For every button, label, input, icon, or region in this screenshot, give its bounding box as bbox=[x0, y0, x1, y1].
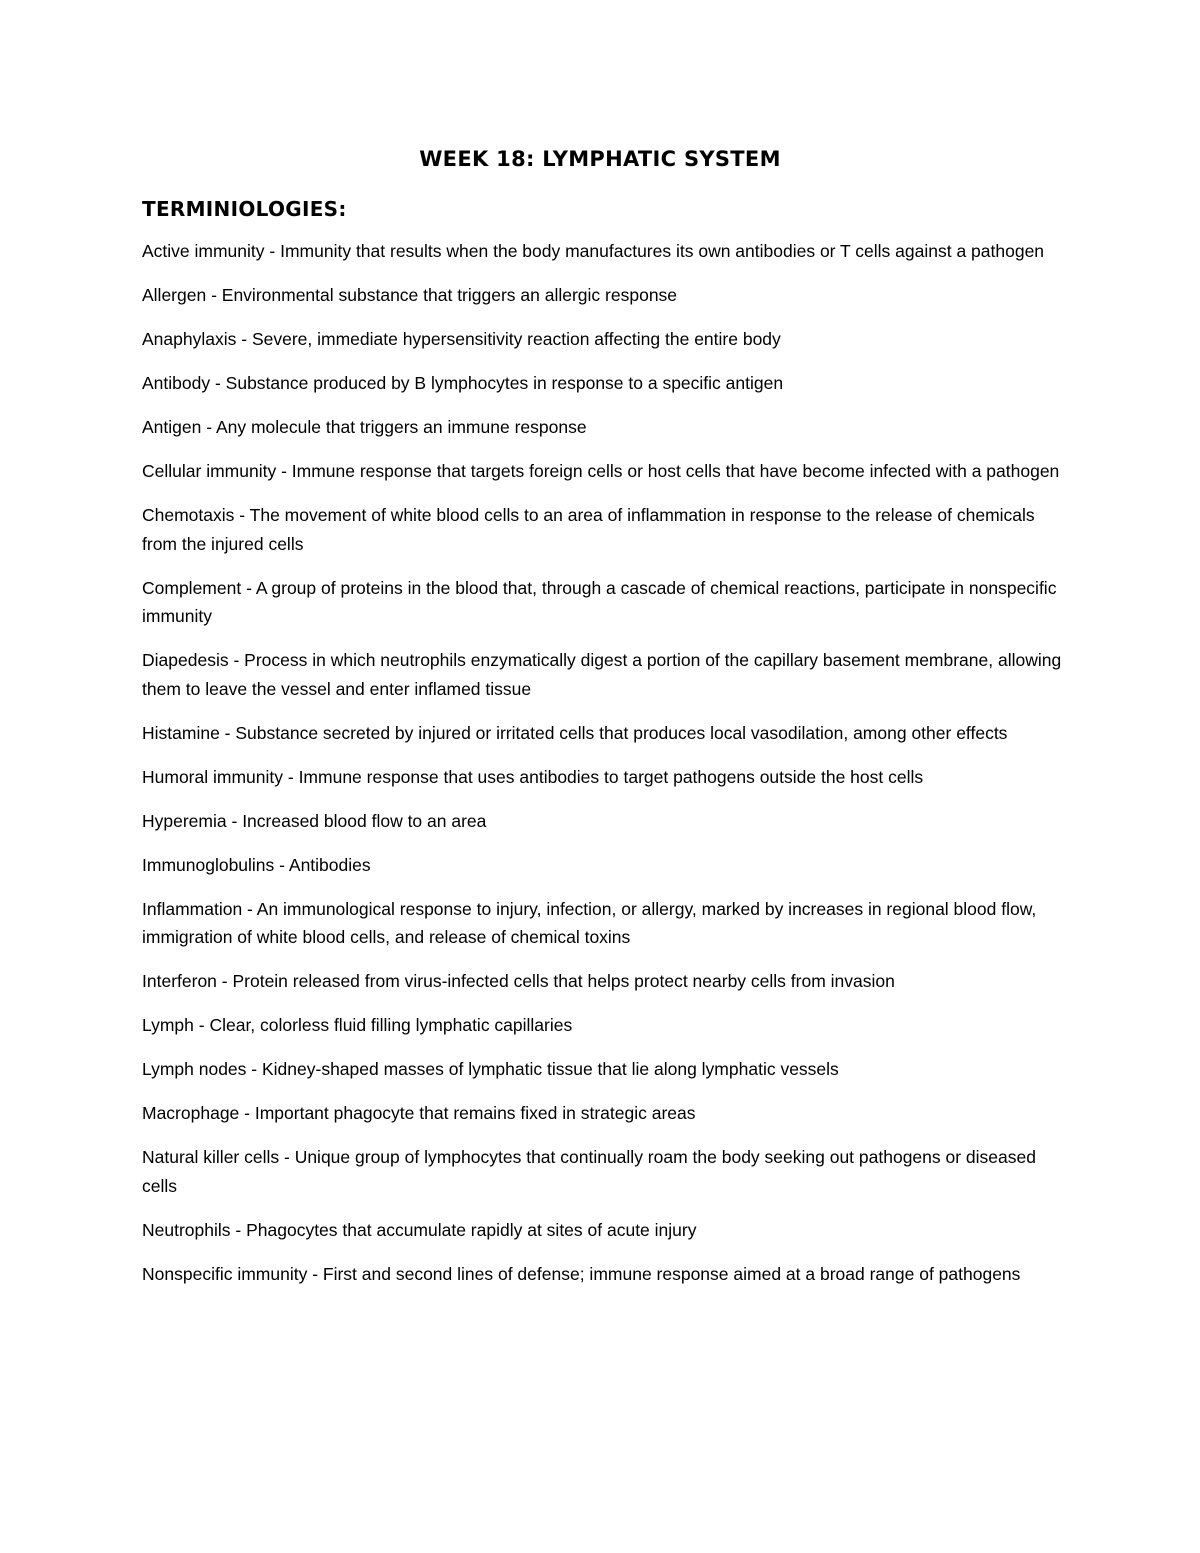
term-name: Chemotaxis bbox=[142, 505, 235, 525]
term-name: Immunoglobulins bbox=[142, 854, 275, 875]
term-separator: - bbox=[216, 971, 233, 991]
term-separator: - bbox=[279, 1147, 295, 1167]
term-entry bbox=[142, 1099, 1067, 1128]
term-separator: - bbox=[201, 417, 216, 437]
term-separator: - bbox=[307, 1263, 323, 1284]
term-separator: - bbox=[210, 373, 226, 393]
term-entry bbox=[142, 1216, 1067, 1245]
term-definition: Kidney-shaped masses of lymphatic tissue that lie along lymphatic vessels bbox=[261, 1059, 839, 1079]
term-entry bbox=[142, 457, 1067, 486]
term-separator: - bbox=[241, 577, 256, 598]
term-name: Hyperemia bbox=[142, 810, 227, 831]
term-definition: Increased blood flow to an area bbox=[242, 810, 487, 831]
term-name: Antigen bbox=[142, 417, 202, 437]
term-separator: - bbox=[226, 810, 243, 831]
page-title: WEEK 18: LYMPHATIC SYSTEM bbox=[419, 147, 781, 171]
term-name: Allergen bbox=[142, 285, 207, 305]
term-definition: Severe, immediate hypersensitivity reaction affecting the entire body bbox=[251, 329, 781, 349]
term-entry bbox=[142, 369, 1067, 398]
term-separator: - bbox=[236, 329, 252, 349]
term-definition: Environmental substance that triggers an allergic response bbox=[221, 285, 678, 305]
term-entry bbox=[142, 325, 1067, 354]
term-name: Anaphylaxis bbox=[142, 329, 237, 349]
term-list bbox=[142, 237, 1067, 1304]
term-name: Macrophage bbox=[142, 1103, 240, 1123]
term-separator: - bbox=[193, 1015, 210, 1035]
term-separator: - bbox=[219, 722, 236, 743]
term-name: Natural killer cells bbox=[142, 1147, 280, 1167]
term-entry bbox=[142, 1055, 1067, 1084]
term-entry bbox=[142, 501, 1067, 558]
term-separator: - bbox=[264, 241, 281, 261]
term-entry bbox=[142, 967, 1067, 996]
term-separator: - bbox=[234, 505, 250, 525]
term-definition: Immune response that targets foreign cells or host cells that have become infected with a pathogen bbox=[291, 461, 1060, 481]
term-definition: First and second lines of defense; immune response aimed at a broad range of pathogens bbox=[322, 1263, 1021, 1284]
term-name: Cellular immunity bbox=[142, 461, 277, 481]
term-definition: The movement of white blood cells to an area of inflammation in response to the release of chemicals from the injured cells bbox=[142, 505, 1035, 554]
term-entry bbox=[142, 807, 1067, 836]
term-definition: Substance produced by B lymphocytes in response to a specific antigen bbox=[225, 373, 784, 393]
term-separator: - bbox=[242, 898, 257, 919]
term-definition: Antibodies bbox=[288, 854, 371, 875]
term-definition: A group of proteins in the blood that, through a cascade of chemical reactions, participate in nonspecific immunity bbox=[142, 577, 1057, 626]
term-separator: - bbox=[246, 1059, 262, 1079]
term-definition: Any molecule that triggers an immune response bbox=[215, 417, 587, 437]
term-entry bbox=[142, 1011, 1067, 1040]
term-separator: - bbox=[239, 1103, 255, 1123]
term-separator: - bbox=[276, 461, 292, 481]
term-entry bbox=[142, 574, 1067, 631]
term-name: Lymph bbox=[142, 1015, 194, 1035]
term-definition: Immune response that uses antibodies to target pathogens outside the host cells bbox=[298, 766, 924, 787]
term-name: Complement bbox=[142, 577, 242, 598]
term-definition: Process in which neutrophils enzymatically digest a portion of the capillary basement membrane, allowing them to leave the vessel and enter inflamed tissue bbox=[142, 650, 1062, 699]
term-separator: - bbox=[228, 650, 245, 670]
term-entry bbox=[142, 237, 1067, 266]
term-name: Diapedesis bbox=[142, 650, 229, 670]
term-entry bbox=[142, 719, 1067, 748]
section-heading: TERMINIOLOGIES: bbox=[142, 197, 347, 221]
term-entry bbox=[142, 895, 1067, 952]
term-definition: Substance secreted by injured or irritated cells that produces local vasodilation, among other effects bbox=[235, 722, 1008, 743]
term-definition: Unique group of lymphocytes that continually roam the body seeking out pathogens or diseased cells bbox=[142, 1147, 1036, 1196]
term-definition: An immunological response to injury, infection, or allergy, marked by increases in regional blood flow, immigration of white blood cells, and release of chemical toxins bbox=[142, 898, 1037, 947]
term-definition: Immunity that results when the body manufactures its own antibodies or T cells against a pathogen bbox=[280, 241, 1045, 261]
term-name: Antibody bbox=[142, 373, 211, 393]
term-entry bbox=[142, 851, 1067, 880]
term-name: Neutrophils bbox=[142, 1219, 231, 1240]
term-definition: Protein released from virus-infected cells that helps protect nearby cells from invasion bbox=[232, 971, 895, 991]
term-name: Interferon bbox=[142, 971, 217, 991]
term-name: Inflammation bbox=[142, 898, 243, 919]
term-definition: Phagocytes that accumulate rapidly at sites of acute injury bbox=[246, 1219, 697, 1240]
term-entry bbox=[142, 1260, 1067, 1289]
term-definition: Important phagocyte that remains fixed in strategic areas bbox=[254, 1103, 696, 1123]
term-separator: - bbox=[206, 285, 222, 305]
term-separator: - bbox=[274, 854, 289, 875]
term-separator: - bbox=[283, 766, 299, 787]
term-definition: Clear, colorless fluid filling lymphatic capillaries bbox=[209, 1015, 573, 1035]
term-entry bbox=[142, 1143, 1067, 1200]
term-name: Active immunity bbox=[142, 241, 265, 261]
term-name: Nonspecific immunity bbox=[142, 1263, 308, 1284]
term-entry bbox=[142, 763, 1067, 792]
term-name: Histamine bbox=[142, 722, 220, 743]
term-entry bbox=[142, 281, 1067, 310]
term-separator: - bbox=[230, 1219, 247, 1240]
term-name: Humoral immunity bbox=[142, 766, 283, 787]
term-entry bbox=[142, 413, 1067, 442]
term-entry bbox=[142, 646, 1067, 703]
term-name: Lymph nodes bbox=[142, 1059, 247, 1079]
